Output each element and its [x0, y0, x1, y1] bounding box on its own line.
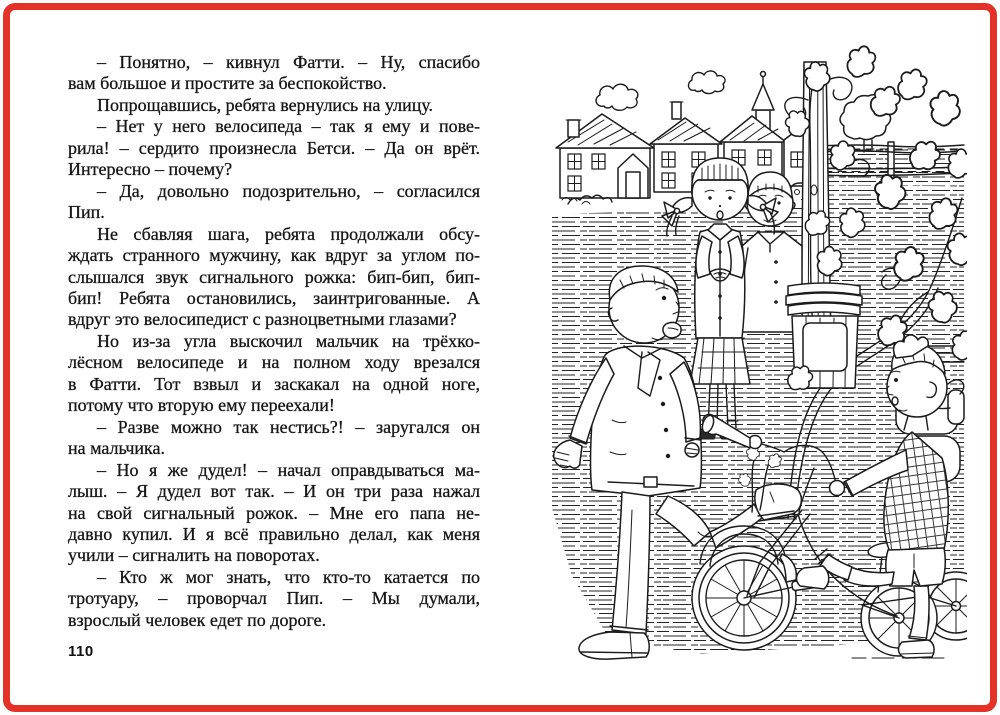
text-line: лыш. – Я дудел вот так. – И он три раза нажал: [68, 481, 480, 502]
text-line: на свой сигнальный рожок. – Мне его папа не-: [68, 502, 480, 523]
text-line: – Нет у него велосипеда – так я ему и пове-: [97, 116, 480, 137]
ground-strokes: [582, 658, 952, 663]
story-illustration: [552, 40, 967, 663]
text-line: взрослый человек едет по дороге.: [68, 609, 327, 630]
text-line: вам большое и простите за беспокойство.: [68, 73, 387, 94]
text-line: рила! – сердито произнесла Бетси. – Да он врёт.: [68, 137, 480, 158]
text-line: – Но я же дудел! – начал оправдываться ма-: [97, 459, 480, 480]
text-line: Пип.: [68, 202, 105, 223]
text-line: потому что вторую ему переехали!: [68, 395, 335, 416]
text-line: – Понятно, – кивнул Фатти. – Ну, спасибо: [97, 52, 480, 72]
text-line: в Фатти. Тот взвыл и заскакал на одной ноге,: [68, 373, 480, 394]
text-line: слышался звук сигнального рожка: бип-бип, бип-: [68, 266, 480, 287]
text-line: учили – сигналить на поворотах.: [68, 545, 320, 566]
text-line: Не сбавляя шага, ребята продолжали обсу-: [97, 223, 480, 244]
text-line: давно купил. И я всё правильно делал, как меня: [68, 523, 480, 544]
text-line: – Кто ж мог знать, что кто-то катается по: [97, 566, 480, 587]
text-line: Но из-за угла выскочил мальчик на трёхко-: [97, 330, 480, 351]
clouds: [596, 71, 725, 110]
text-line: лёсном велосипеде и на полном ходу врезался: [68, 352, 480, 373]
page-number: 110: [68, 643, 94, 660]
text-line: бип! Ребята остановились, заинтригованные. А: [68, 287, 480, 308]
page-text: [68, 52, 480, 631]
text-line: тротуару, – проворчал Пип. – Мы думали,: [68, 588, 480, 609]
text-line: на мальчика.: [68, 438, 166, 459]
text-line: ждать странного мужчину, как вдруг за углом по-: [68, 245, 480, 266]
text-line: – Да, довольно подозрительно, – согласился: [97, 180, 480, 201]
text-line: вдруг это велосипедист с разноцветными глазами?: [68, 309, 457, 330]
text-line: Попрощавшись, ребята вернулись на улицу.: [97, 94, 434, 115]
text-line: Интересно – почему?: [68, 159, 233, 180]
text-line: – Разве можно так нестись?! – заругался он: [97, 416, 480, 437]
